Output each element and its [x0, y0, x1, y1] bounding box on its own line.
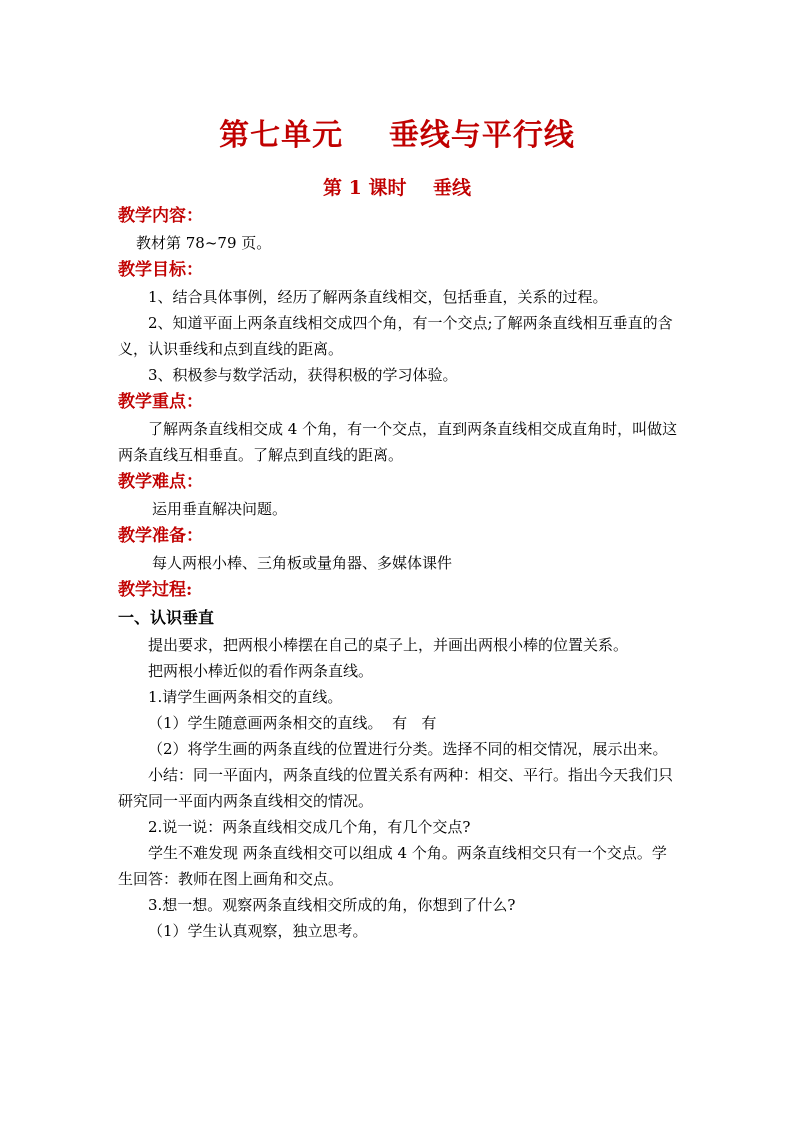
unit-title: 第七单元 垂线与平行线 [219, 118, 575, 153]
process-line: 把两根小棒近似的看作两条直线。 [148, 662, 374, 680]
process-line: 1.请学生画两条相交的直线。 [148, 688, 343, 706]
goal-item-1: 1、结合具体事例，经历了解两条直线相交，包括垂直，关系的过程。 [148, 288, 608, 306]
heading-key: 教学重点： [118, 392, 203, 412]
process-line: 提出要求，把两根小棒摆在自己的桌子上，并画出两根小棒的位置关系。 [148, 636, 629, 654]
process-line: 2.说一说：两条直线相交成几个角，有几个交点? [148, 818, 471, 836]
prep-text: 每人两根小棒、三角板或量角器、多媒体课件 [152, 554, 453, 572]
process-part-1: 一、认识垂直 [118, 608, 215, 627]
process-line: （2）将学生画的两条直线的位置进行分类。选择不同的相交情况，展示出来。 [148, 740, 668, 758]
heading-difficulty: 教学难点： [118, 472, 203, 492]
process-line: 学生不难发现 两条直线相交可以组成 4 个角。两条直线相交只有一个交点。学生回答：教师在图上画角和交点。 [118, 844, 667, 888]
heading-process: 教学过程: [118, 580, 193, 600]
goal-item-2: 2、知道平面上两条直线相交成四个角，有一个交点;了解两条直线相互垂直的含义，认识垂线和点到直线的距离。 [118, 314, 673, 358]
process-line: （1）学生认真观察，独立思考。 [148, 922, 368, 940]
process-line: （1）学生随意画两条相交的直线。 有 有 [148, 714, 437, 732]
difficulty-text: 运用垂直解决问题。 [152, 500, 288, 518]
document-body [118, 202, 680, 944]
heading-content: 教学内容： [118, 206, 203, 226]
heading-goals: 教学目标： [118, 260, 203, 280]
process-line: 小结：同一平面内，两条直线的位置关系有两种：相交、平行。指出今天我们只研究同一平面内两条直线相交的情况。 [118, 766, 674, 810]
heading-prep: 教学准备： [118, 526, 203, 546]
process-line: 3.想一想。观察两条直线相交所成的角，你想到了什么? [148, 896, 516, 914]
lesson-title: 第 1 课时 垂线 [323, 177, 471, 199]
content-text: 教材第 78~79 页。 [136, 234, 272, 252]
key-text: 了解两条直线相交成 4 个角，有一个交点，直到两条直线相交成直角时，叫做这两条直线互相垂直。了解点到直线的距离。 [118, 420, 678, 464]
goal-item-3: 3、积极参与数学活动，获得积极的学习体验。 [148, 366, 458, 384]
